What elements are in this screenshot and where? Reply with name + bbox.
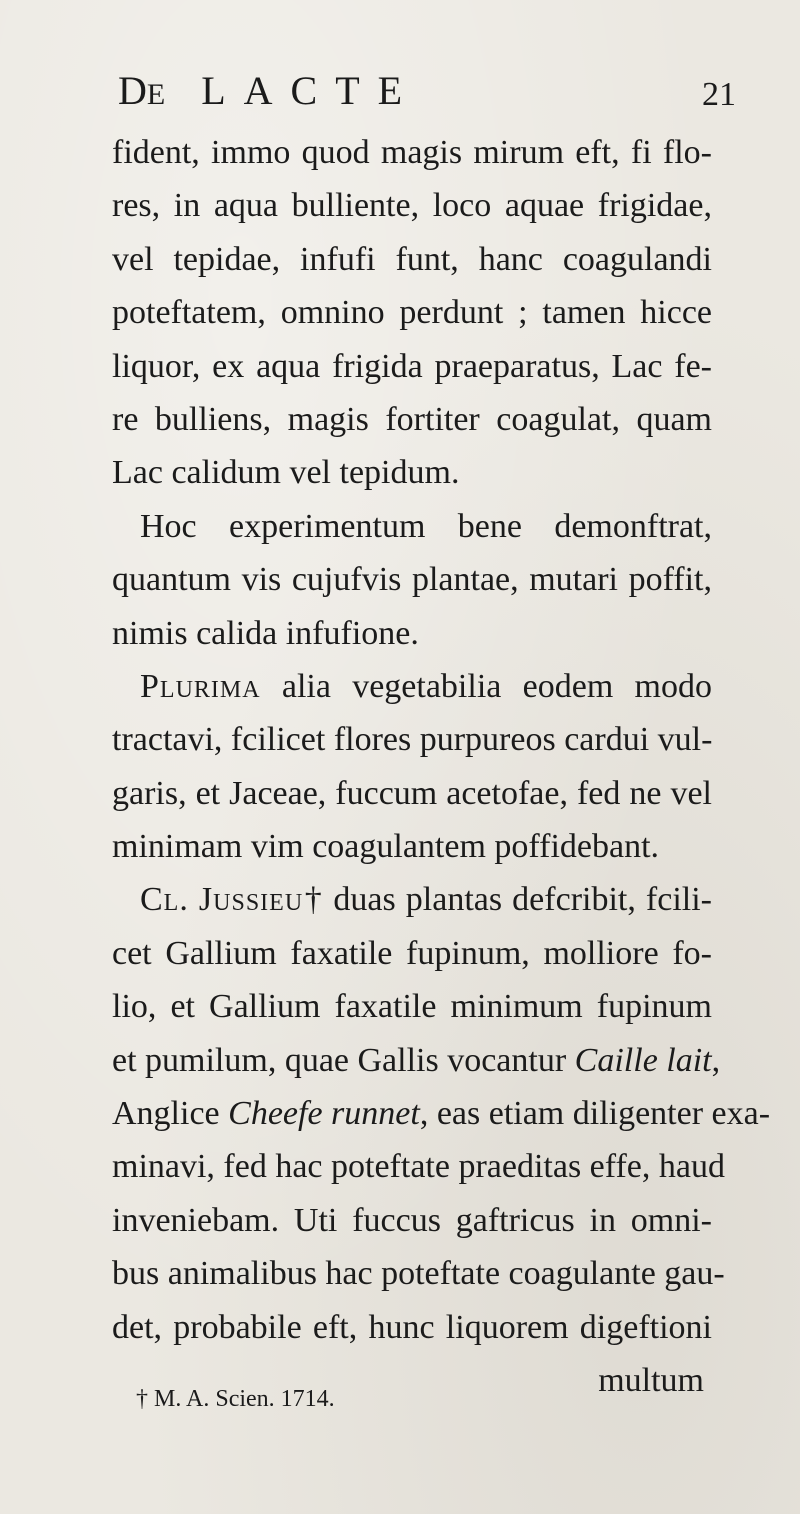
- text-line: garis, et Jaceae, fuccum acetofae, fed ne vel: [112, 774, 712, 812]
- text-line: fident, immo quod magis mirum eft, fi flo-: [112, 134, 712, 171]
- text-line: det, probabile eft, hunc liquorem digeftioni: [112, 1308, 712, 1346]
- text-line: res, in aqua bulliente, loco aquae frigidae,: [112, 187, 712, 225]
- text-line: Anglice Cheefe runnet, eas etiam diligenter exa-: [112, 1095, 771, 1133]
- text-line: minimam vim coagulantem poffidebant.: [112, 828, 660, 866]
- text-line: liquor, ex aqua frigida praeparatus, Lac fe-: [112, 347, 712, 385]
- catchword: multum: [598, 1361, 704, 1399]
- text-line: nimis calida infufione.: [112, 614, 419, 652]
- text-line: tractavi, fcilicet flores purpureos cardui vul-: [112, 721, 713, 759]
- text-line: lio, et Gallium faxatile minimum fupinum: [112, 988, 712, 1026]
- text-line: Plurima alia vegetabilia eodem modo: [140, 667, 712, 705]
- footnote: † M. A. Scien. 1714.: [136, 1386, 335, 1412]
- english-term: Cheefe runnet: [228, 1095, 420, 1133]
- text-line: et pumilum, quae Gallis vocantur Caille lait,: [112, 1041, 721, 1079]
- text-line: bus animalibus hac poteftate coagulante gau-: [112, 1255, 725, 1293]
- french-term: Caille lait: [574, 1041, 712, 1079]
- text-line: quantum vis cujufvis plantae, mutari poffit,: [112, 561, 712, 599]
- text-line: minavi, fed hac poteftate praeditas effe, haud: [112, 1148, 725, 1186]
- text-line: cet Gallium faxatile fupinum, molliore fo-: [112, 934, 712, 972]
- text-line: Cl. Jussieu† duas plantas defcribit, fcili-: [140, 881, 713, 919]
- text-line: inveniebam. Uti fuccus gaftricus in omni-: [112, 1201, 712, 1239]
- page-number: 21: [702, 76, 736, 113]
- text-line: poteftatem, omnino perdunt ; tamen hicce: [112, 294, 712, 332]
- text-line: Lac calidum vel tepidum.: [112, 454, 460, 492]
- text-line: Hoc experimentum bene demonftrat,: [140, 507, 712, 545]
- text-line: vel tepidae, infufi funt, hanc coagulandi: [112, 240, 712, 278]
- cl-abbrev: Cl.: [140, 881, 189, 919]
- plurima-word: Plurima: [140, 667, 261, 705]
- author-name: Jussieu: [198, 881, 304, 919]
- body-text: [112, 126, 771, 1407]
- running-head-title: DE L A C T E: [118, 68, 403, 113]
- footnote-marker: †: [303, 881, 324, 919]
- text-line: re bulliens, magis fortiter coagulat, quam: [112, 400, 712, 438]
- running-head: [118, 66, 736, 116]
